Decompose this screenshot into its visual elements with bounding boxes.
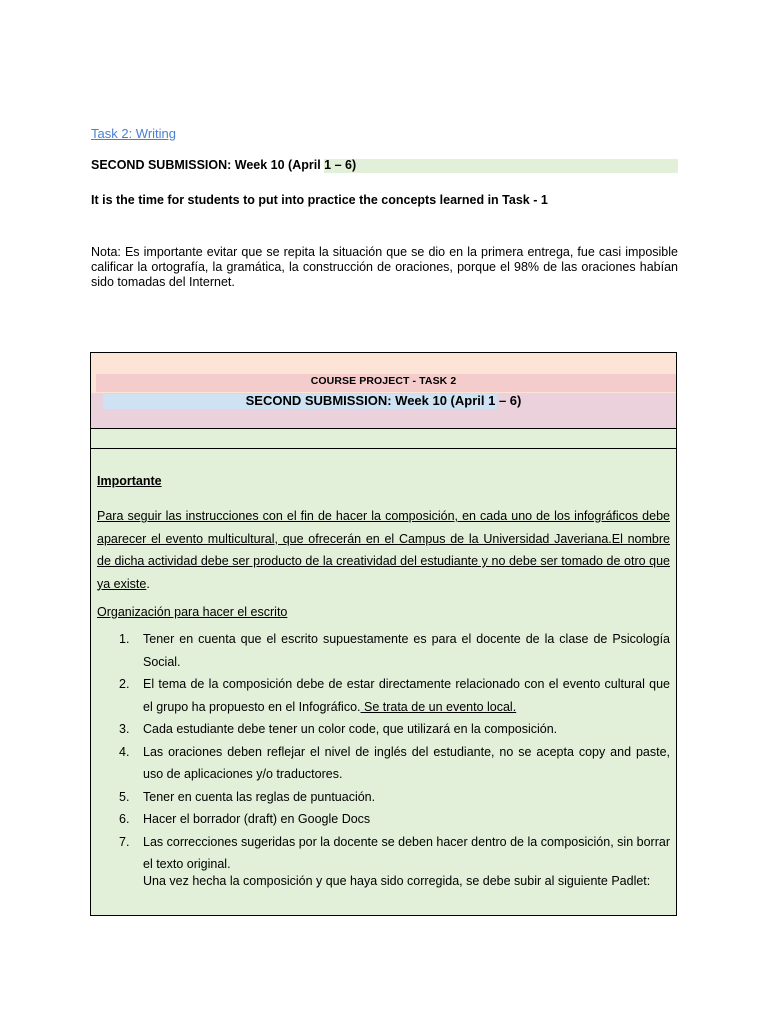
list-item-number: 3.: [119, 722, 130, 736]
list-item-number: 6.: [119, 812, 130, 826]
organization-list: [97, 628, 670, 876]
list-item: [97, 718, 670, 741]
list-item-underlined-text: Se trata de un evento local.: [360, 699, 517, 714]
list-item: [97, 628, 670, 673]
list-item-number: 4.: [119, 744, 130, 759]
list-item-number: 1.: [119, 632, 130, 646]
organization-heading: Organización para hacer el escrito: [97, 605, 288, 619]
list-item-text: El tema de la composición debe de estar directamente relacionado con el evento cultural que el grupo ha propuesto en el Infográfico.: [143, 677, 670, 714]
list-item: [97, 831, 670, 876]
list-item-text: Las correcciones sugeridas por la docente se deben hacer dentro de la composición, sin borrar el texto original.: [143, 834, 670, 871]
submission-text: SECOND SUBMISSION: Week 10 (April 1 – 6): [91, 158, 357, 172]
list-item-text: Tener en cuenta que el escrito supuestamente es para el docente de la clase de Psicología Social.: [143, 632, 670, 669]
importante-heading: Importante: [97, 474, 162, 488]
list-item: [97, 673, 670, 718]
list-item-number: 7.: [119, 834, 130, 849]
list-item: [97, 741, 670, 786]
list-item-text: Hacer el borrador (draft) en Google Docs: [143, 812, 371, 826]
task-title-link[interactable]: Task 2: Writing: [91, 126, 177, 141]
padlet-closing-text: Una vez hecha la composición y que haya sido corregida, se debe subir al siguiente Padlet:: [143, 874, 651, 888]
list-item-number: 2.: [119, 677, 130, 691]
list-item-text: Las oraciones deben reflejar el nivel de inglés del estudiante, no se acepta copy and paste, uso de aplicaciones y/o traductores.: [143, 744, 670, 781]
nota-paragraph: Nota: Es importante evitar que se repita la situación que se dio en la primera entrega, fue casi imposible calificar la ortografía, la gramática, la construcción de oraciones, porque el 98% de las oraciones habían sido tomadas del Internet.: [91, 245, 678, 289]
list-item: [97, 786, 670, 809]
instructions-paragraph-text: Para seguir las instrucciones con el fin de hacer la composición, en cada uno de los infográficos debe aparecer el evento multicultural, que ofrecerán en el Campus de la Universidad Javeriana.El nombre de dicha actividad debe ser producto de la creatividad del estudiante y no debe ser tomado de otro que ya existe: [97, 509, 670, 591]
submission-highlight: [324, 159, 678, 173]
course-project-subtitle: SECOND SUBMISSION: Week 10 (April 1 – 6): [245, 393, 522, 408]
list-item-text: Cada estudiante debe tener un color code, que utilizará en la composición.: [143, 722, 558, 736]
instructions-paragraph: [97, 505, 670, 595]
submission-heading: [91, 158, 678, 173]
list-item: [97, 808, 670, 831]
course-project-title: COURSE PROJECT - TASK 2: [310, 375, 457, 387]
intro-statement: It is the time for students to put into practice the concepts learned in Task - 1: [91, 193, 548, 207]
instructions-paragraph-end: .: [146, 576, 150, 591]
list-item-number: 5.: [119, 789, 130, 804]
list-item-text: Tener en cuenta las reglas de puntuación.: [143, 789, 376, 804]
